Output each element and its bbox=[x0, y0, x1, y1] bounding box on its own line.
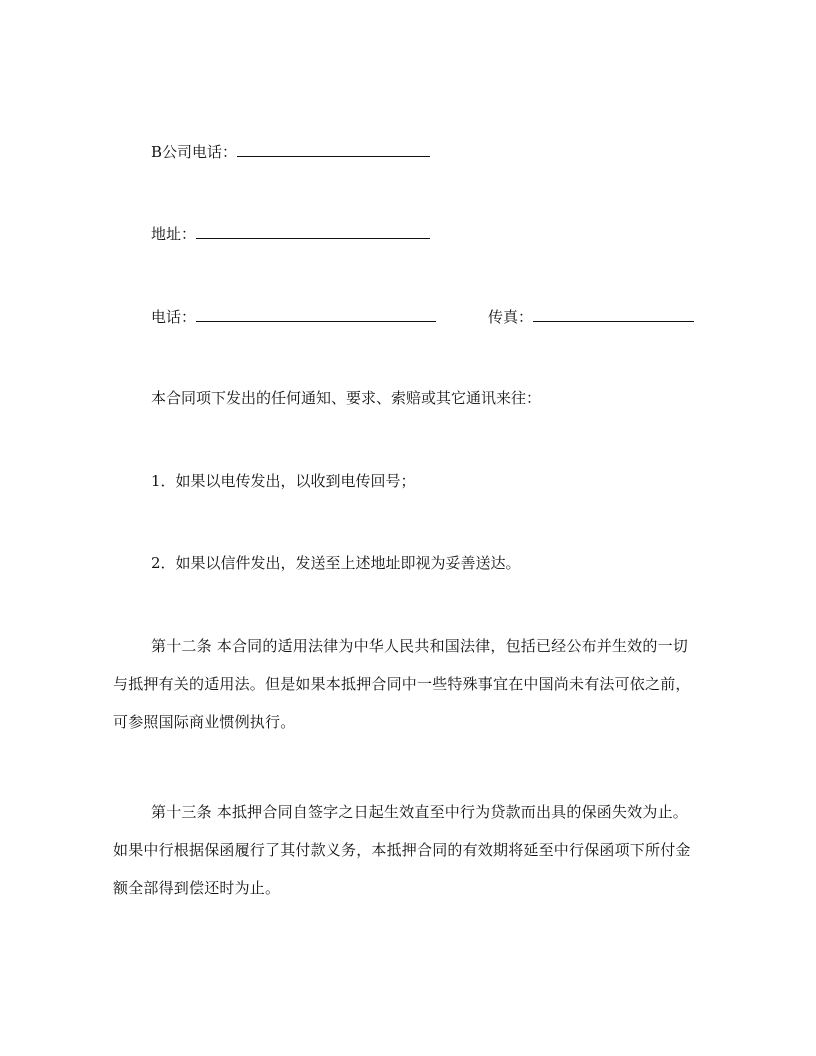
notice-intro: 本合同项下发出的任何通知、要求、索赔或其它通讯来往： bbox=[151, 389, 542, 407]
notice-item-2: 2．如果以信件发出，发送至上述地址即视为妥善送达。 bbox=[151, 554, 521, 572]
fax-blank[interactable] bbox=[533, 305, 694, 322]
notice-item-1: 1．如果以电传发出，以收到电传回号； bbox=[151, 472, 416, 490]
phone-label: 电话： bbox=[151, 308, 197, 326]
b-company-phone-row bbox=[151, 140, 430, 162]
address-row bbox=[151, 222, 430, 244]
address-label: 地址： bbox=[151, 225, 197, 243]
article-12: 第十二条 本合同的适用法律为中华人民共和国法律，包括已经公布并生效的一切与抵押有关的适用法。但是如果本抵押合同中一些特殊事宜在中国尚未有法可依之前，可参照国际商业惯例执行。 bbox=[113, 637, 691, 731]
b-company-phone-label: B公司电话： bbox=[151, 143, 238, 161]
article-13: 第十三条 本抵押合同自签字之日起生效直至中行为贷款而出具的保函失效为止。如果中行根据保函履行了其付款义务，本抵押合同的有效期将延至中行保函项下所付金额全部得到偿还时为止。 bbox=[113, 803, 691, 897]
phone-blank[interactable] bbox=[196, 305, 436, 322]
fax-label: 传真： bbox=[488, 308, 534, 326]
b-company-phone-blank[interactable] bbox=[237, 140, 430, 157]
phone-fax-row bbox=[151, 305, 436, 327]
address-blank[interactable] bbox=[196, 222, 430, 239]
fax-row bbox=[488, 305, 694, 327]
